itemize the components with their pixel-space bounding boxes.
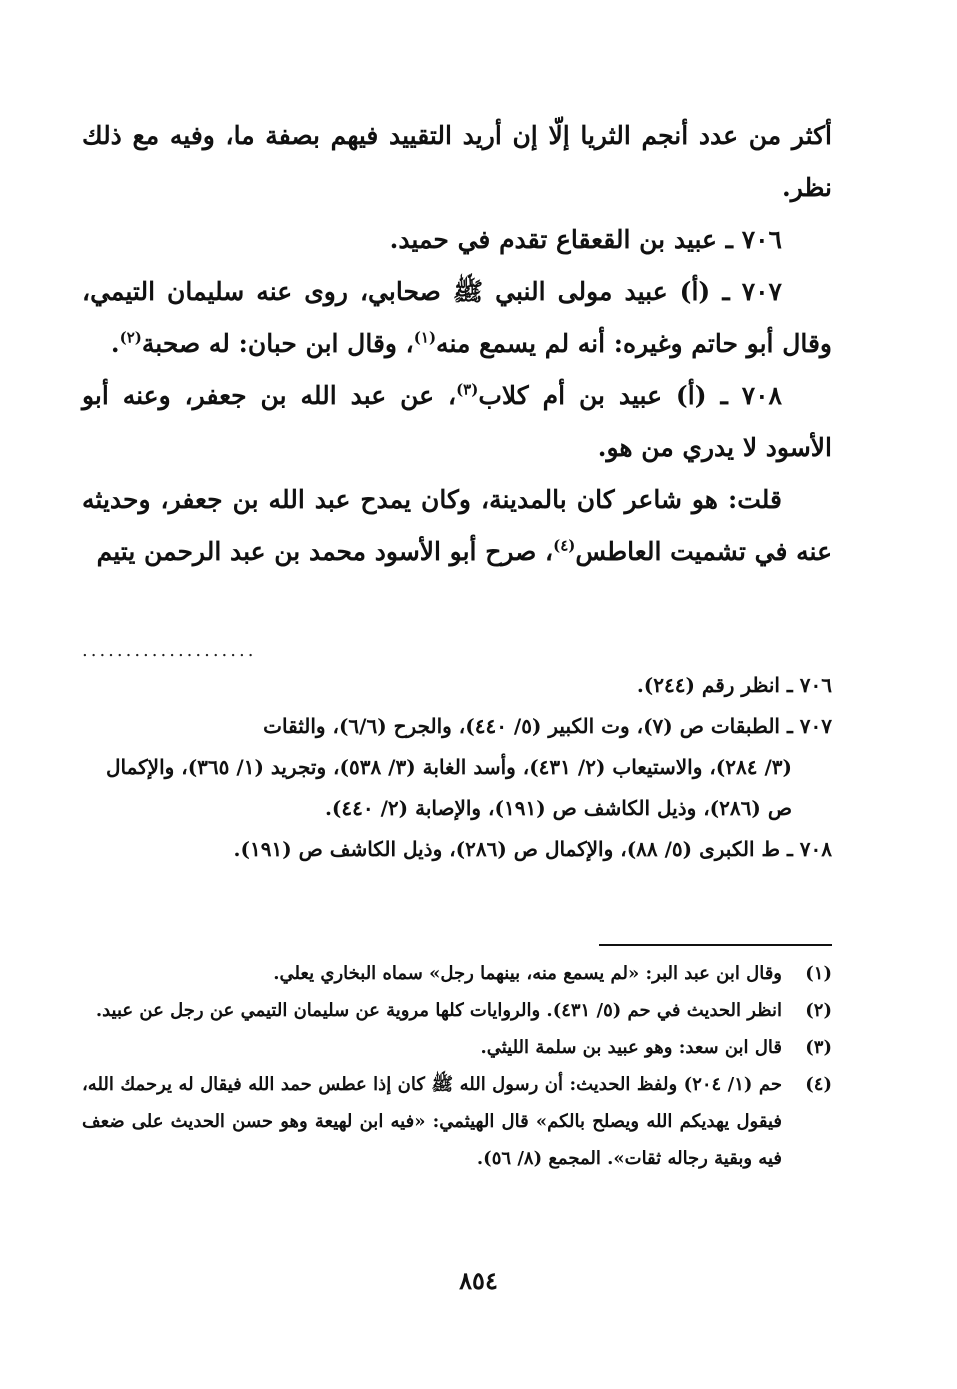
footnote-ref[interactable]: (٢) bbox=[119, 328, 142, 347]
footnote-label: (٢) bbox=[805, 1000, 832, 1021]
entry-708 bbox=[82, 370, 832, 474]
entry-text: ٧٠٨ ـ (أ) عبيد بن أم كلاب bbox=[478, 381, 782, 410]
reference-707 bbox=[82, 706, 832, 829]
footnote-ref[interactable]: (٤) bbox=[553, 536, 576, 555]
footnote-text: قال ابن سعد: وهو عبيد بن سلمة الليثي. bbox=[480, 1037, 782, 1058]
footnote-3 bbox=[82, 1029, 832, 1066]
reference-708: ٧٠٨ ـ ط الكبرى (٥/ ٨٨)، والإكمال ص (٢٨٦)، وذيل الكاشف ص (١٩١). bbox=[233, 837, 832, 861]
commentary-text: ، صرح أبو الأسود محمد بن عبد الرحمن يتيم bbox=[96, 537, 554, 566]
footnote-label: (١) bbox=[805, 963, 832, 984]
reference-continuation: (٣/ ٢٨٤)، والاستيعاب (٢/ ٤٣١)، وأسد الغابة (٣/ ٥٣٨)، وتجريد (١/ ٣٦٥)، والإكمال ص (٢٨٦)، وذيل الكاشف ص (١٩١)، والإصابة (٢/ ٤٤٠). bbox=[105, 755, 792, 820]
entry-706 bbox=[82, 214, 832, 266]
paragraph-continuation bbox=[82, 110, 832, 214]
commentary bbox=[82, 474, 832, 578]
entry-text: ٧٠٧ ـ (أ) عبيد مولى النبي ﷺ صحابي، روى عنه سليمان التيمي، وقال أبو حاتم وغيره: أنه لم يسمع منه bbox=[82, 277, 832, 358]
entry-text: ، عن عبد الله بن جعفر، وعنه أبو الأسود لا يدري من هو. bbox=[82, 381, 832, 462]
footnote-2 bbox=[82, 992, 832, 1029]
reference-706: ٧٠٦ ـ انظر رقم (٢٤٤). bbox=[636, 673, 832, 697]
page-number: ٨٥٤ bbox=[459, 1266, 498, 1295]
footnote-label: (٤) bbox=[805, 1074, 832, 1095]
reference-text: ٧٠٧ ـ الطبقات ص (٧)، وت الكبير (٥/ ٤٤٠)، والجرح (٦/٦)، والثقات bbox=[263, 714, 832, 738]
commentary-text: قلت: هو شاعر كان بالمدينة، وكان يمدح عبد الله بن جعفر، وحديثه عنه في تشميت العاطس bbox=[82, 485, 832, 566]
entry-text: ٧٠٦ ـ عبيد بن القعقاع تقدم في حميد. bbox=[389, 225, 782, 254]
paragraph-text: أكثر من عدد أنجم الثريا إلّا إن أريد التقييد فيهم بصفة ما، وفيه مع ذلك نظر. bbox=[82, 121, 832, 202]
references-section bbox=[82, 665, 832, 870]
entry-text: . bbox=[110, 329, 120, 358]
footnote-ref[interactable]: (١) bbox=[413, 328, 437, 347]
dotted-separator: .................... bbox=[82, 640, 257, 661]
main-text bbox=[82, 110, 832, 578]
entry-707 bbox=[82, 266, 832, 370]
footnote-1 bbox=[82, 955, 832, 992]
footnote-text: انظر الحديث في حم (٥/ ٤٣١). والروايات كلها مروية عن سليمان التيمي عن رجل عن عبيد. bbox=[95, 1000, 782, 1021]
footnote-4 bbox=[82, 1066, 832, 1177]
footnote-text: حم (١/ ٢٠٤) ولفظ الحديث: أن رسول الله ﷺ كان إذا عطس حمد الله فيقال له يرحمك الله، فيقول يهديكم الله ويصلح بالكم» قال الهيثمي: «فيه ابن لهيعة وهو حسن الحديث على ضعف فيه وبقية رجاله ثقات». المجمع (٨/ ٥٦). bbox=[82, 1074, 783, 1169]
footnote-label: (٣) bbox=[805, 1037, 832, 1058]
footnote-rule bbox=[599, 944, 832, 946]
entry-text: ، وقال ابن حبان: له صحبة bbox=[141, 329, 414, 358]
footnote-text: وقال ابن عبد البر: «لم يسمع منه، بينهما رجل» سماه البخاري يعلي. bbox=[273, 963, 782, 984]
footnotes-section bbox=[82, 955, 832, 1177]
footnote-ref[interactable]: (٣) bbox=[456, 380, 479, 399]
